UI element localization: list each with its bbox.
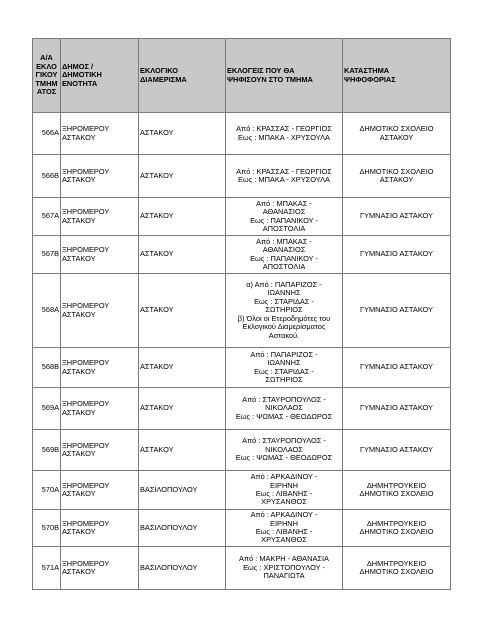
section-number-cell: 566Α: [33, 113, 61, 155]
section-number-cell: 571Α: [33, 547, 61, 590]
text-line: ΝΙΚΟΛΑΟΣ: [265, 444, 303, 454]
text-line: ΑΣΤΑΚΟΥ: [62, 527, 96, 536]
text-line: ΑΤΟΣ: [36, 87, 57, 97]
municipality-cell: [61, 471, 139, 510]
voters-range-cell: [226, 236, 343, 274]
text-line: Εως : ΜΠΑΚΑ - ΧΡΥΣΟΥΛΑ: [238, 175, 330, 184]
text-line: Εως : ΨΩΜΑΣ - ΘΕΟΔΩΡΟΣ: [235, 411, 333, 421]
text-line: ΑΘΑΝΑΣΙΟΣ: [262, 207, 306, 217]
polling-station-cell: [343, 274, 451, 348]
text-line: ΑΣΤΑΚΟΥ: [62, 175, 96, 184]
text-line: Αστακού.: [268, 330, 300, 340]
text-line: ΑΣΤΑΚΟΥ: [62, 215, 96, 225]
text-line: Από : ΠΑΠΑΡΙΖΟΣ -: [250, 349, 318, 359]
text-line: ΔΗΜΗΤΡΟΥΚΕΙΟ: [366, 558, 427, 568]
polling-station-cell: [343, 471, 451, 510]
polling-station-cell: [343, 348, 451, 388]
text-line: α) Από : ΠΑΠΑΡΙΖΟΣ -: [246, 280, 322, 290]
municipality-cell: [61, 348, 139, 388]
text-line: ΑΣΤΑΚΟΥ: [62, 132, 96, 142]
district-cell: ΑΣΤΑΚΟΥ: [139, 155, 226, 198]
voters-range-cell: [226, 471, 343, 510]
text-line: ΑΣΤΑΚΟΥ: [62, 309, 96, 319]
text-line: ΞΗΡΟΜΕΡΟΥ: [62, 124, 110, 134]
voters-range-cell: [226, 113, 343, 155]
text-line: ΤΜΗΜ: [35, 78, 58, 88]
text-line: ΔΗΜΟΤΙΚΟ ΣΧΟΛΕΙΟ: [359, 567, 434, 576]
district-cell: ΑΣΤΑΚΟΥ: [139, 430, 226, 471]
voters-range-cell: [226, 547, 343, 590]
section-number-cell: 568Β: [33, 348, 61, 388]
text-line: Εως : ΨΩΜΑΣ - ΘΕΟΔΩΡΟΣ: [235, 453, 333, 463]
text-line: ΓΥΜΝΑΣΙΟ ΑΣΤΑΚΟΥ: [360, 249, 433, 259]
text-line: Εως : ΧΡΙΣΤΟΠΟΥΛΟΥ -: [243, 562, 325, 572]
district-cell: ΒΑΣΙΛΟΠΟΥΛΟΥ: [139, 510, 226, 547]
text-line: ΔΗΜΟΤΙΚΗ: [62, 70, 102, 80]
text-line: Από : ΣΤΑΥΡΟΠΟΥΛΟΣ -: [242, 394, 326, 404]
text-line: Α/Α: [40, 53, 53, 63]
text-line: Από : ΜΠΑΚΑΣ -: [256, 236, 312, 246]
text-line: ΑΣΤΑΚΟΥ: [62, 449, 96, 458]
text-line: ΞΗΡΟΜΕΡΟΥ: [62, 399, 110, 409]
text-line: Από : ΚΡΑΣΣΑΣ - ΓΕΩΡΓΙΟΣ: [236, 166, 332, 176]
municipality-cell: [61, 113, 139, 155]
municipality-cell: [61, 155, 139, 198]
table-row: [33, 236, 451, 274]
polling-station-cell: [343, 430, 451, 471]
text-line: ΧΡΥΣΑΝΘΟΣ: [261, 497, 307, 507]
polling-station-cell: [343, 113, 451, 155]
text-line: Εως : ΠΑΠΑΝΙΚΟΥ -: [250, 253, 318, 263]
text-line: Εως : ΣΤΑΡΙΔΑΣ -: [254, 366, 314, 376]
polling-station-cell: [343, 547, 451, 590]
text-line: ΠΑΝΑΓΙΩΤΑ: [263, 571, 305, 581]
text-line: ΔΗΜΟΤΙΚΟ ΣΧΟΛΕΙΟ: [359, 166, 434, 176]
text-line: ΔΙΑΜΕΡΙΣΜΑ: [140, 74, 187, 84]
text-line: ΞΗΡΟΜΕΡΟΥ: [62, 480, 110, 490]
district-cell: ΑΣΤΑΚΟΥ: [139, 113, 226, 155]
text-line: ΨΗΦΟΦΟΡΙΑΣ: [344, 74, 396, 84]
table-row: [33, 430, 451, 471]
text-line: ΞΗΡΟΜΕΡΟΥ: [62, 245, 110, 255]
text-line: Από : ΜΠΑΚΑΣ -: [256, 198, 312, 208]
text-line: ΣΩΤΗΡΙΟΣ: [265, 374, 303, 384]
table-row: [33, 547, 451, 590]
table-row: [33, 274, 451, 348]
table-row: [33, 471, 451, 510]
table-row: [33, 155, 451, 198]
section-number-cell: 567Β: [33, 236, 61, 274]
district-cell: ΒΑΣΙΛΟΠΟΥΛΟΥ: [139, 547, 226, 590]
header-polling-station: [343, 39, 451, 113]
section-number-cell: 568Α: [33, 274, 61, 348]
text-line: ΑΣΤΑΚΟΥ: [62, 253, 96, 263]
text-line: ΑΣΤΑΚΟΥ: [62, 567, 96, 576]
text-line: ΑΠΟΣΤΟΛΙΑ: [262, 261, 306, 271]
voters-range-cell: [226, 510, 343, 547]
text-line: Από : ΑΡΚΑΔΙΝΟΥ -: [250, 472, 318, 482]
polling-station-cell: [343, 155, 451, 198]
table-header-row: [33, 39, 451, 113]
text-line: Από : ΜΑΚΡΗ - ΑΘΑΝΑΣΙΑ: [239, 554, 329, 564]
text-line: Εως : ΛΙΒΑΝΗΣ -: [255, 527, 313, 536]
text-line: ΕΙΡΗΝΗ: [270, 480, 298, 490]
text-line: ΕΚΛΟΓΕΙΣ ΠΟΥ ΘΑ: [227, 66, 295, 76]
municipality-cell: [61, 547, 139, 590]
text-line: ΞΗΡΟΜΕΡΟΥ: [62, 558, 110, 568]
polling-stations-table: [32, 38, 451, 590]
text-line: ΕΝΟΤΗΤΑ: [62, 78, 98, 88]
municipality-cell: [61, 388, 139, 430]
text-line: ΙΩΑΝΝΗΣ: [267, 358, 301, 368]
text-line: Από : ΚΡΑΣΣΑΣ - ΓΕΩΡΓΙΟΣ: [236, 124, 332, 134]
text-line: ΨΗΦΙΣΟΥΝ ΣΤΟ ΤΜΗΜΑ: [227, 74, 313, 84]
section-number-cell: 570Β: [33, 510, 61, 547]
district-cell: ΒΑΣΙΛΟΠΟΥΛΟΥ: [139, 471, 226, 510]
municipality-cell: [61, 198, 139, 236]
municipality-cell: [61, 274, 139, 348]
text-line: ΓΙΚΟΥ: [35, 70, 58, 80]
text-line: ΧΡΥΣΑΝΘΟΣ: [261, 535, 307, 545]
text-line: ΕΙΡΗΝΗ: [270, 518, 298, 528]
municipality-cell: [61, 510, 139, 547]
text-line: ΣΩΤΗΡΙΟΣ: [265, 305, 303, 315]
text-line: ΔΗΜΟΤΙΚΟ ΣΧΟΛΕΙΟ: [359, 527, 434, 536]
table-row: [33, 348, 451, 388]
polling-station-cell: [343, 388, 451, 430]
district-cell: ΑΣΤΑΚΟΥ: [139, 274, 226, 348]
voters-range-cell: [226, 155, 343, 198]
text-line: ΚΑΤΑΣΤΗΜΑ: [344, 66, 390, 76]
text-line: ΓΥΜΝΑΣΙΟ ΑΣΤΑΚΟΥ: [360, 444, 433, 454]
text-line: ΔΗΜΟΣ /: [62, 61, 94, 71]
text-line: ΑΣΤΑΚΟΥ: [62, 366, 96, 376]
text-line: ΑΠΟΣΤΟΛΙΑ: [262, 223, 306, 233]
district-cell: ΑΣΤΑΚΟΥ: [139, 198, 226, 236]
text-line: ΑΣΤΑΚΟΥ: [62, 489, 96, 498]
voters-range-cell: [226, 198, 343, 236]
text-line: ΓΥΜΝΑΣΙΟ ΑΣΤΑΚΟΥ: [360, 305, 433, 315]
text-line: ΔΗΜΗΤΡΟΥΚΕΙΟ: [366, 480, 427, 490]
text-line: ΕΚΛΟΓΙΚΟ: [140, 66, 178, 76]
section-number-cell: 569Β: [33, 430, 61, 471]
text-line: ΓΥΜΝΑΣΙΟ ΑΣΤΑΚΟΥ: [360, 403, 433, 413]
text-line: Εως : ΠΑΠΑΝΙΚΟΥ -: [250, 215, 318, 225]
header-electoral-district: [139, 39, 226, 113]
district-cell: ΑΣΤΑΚΟΥ: [139, 348, 226, 388]
voters-range-cell: [226, 274, 343, 348]
voters-range-cell: [226, 388, 343, 430]
text-line: ΞΗΡΟΜΕΡΟΥ: [62, 166, 110, 176]
voters-range-cell: [226, 348, 343, 388]
text-line: ΑΣΤΑΚΟΥ: [379, 132, 414, 142]
text-line: ΑΘΑΝΑΣΙΟΣ: [262, 245, 306, 255]
text-line: ΔΗΜΟΤΙΚΟ ΣΧΟΛΕΙΟ: [359, 124, 434, 134]
text-line: β) Όλοι οι Ετεροδημότες του: [237, 313, 331, 323]
voters-range-cell: [226, 430, 343, 471]
header-section-number: [33, 39, 61, 113]
text-line: ΞΗΡΟΜΕΡΟΥ: [62, 301, 110, 311]
text-line: ΞΗΡΟΜΕΡΟΥ: [62, 518, 110, 528]
district-cell: ΑΣΤΑΚΟΥ: [139, 388, 226, 430]
text-line: Εως : ΣΤΑΡΙΔΑΣ -: [254, 296, 314, 306]
text-line: ΙΩΑΝΝΗΣ: [267, 288, 301, 298]
text-line: ΓΥΜΝΑΣΙΟ ΑΣΤΑΚΟΥ: [360, 362, 433, 372]
text-line: Εως : ΜΠΑΚΑ - ΧΡΥΣΟΥΛΑ: [238, 132, 330, 142]
table-row: [33, 388, 451, 430]
section-number-cell: 566Β: [33, 155, 61, 198]
text-line: Από : ΣΤΑΥΡΟΠΟΥΛΟΣ -: [242, 436, 326, 446]
municipality-cell: [61, 236, 139, 274]
text-line: ΝΙΚΟΛΑΟΣ: [265, 403, 303, 413]
text-line: Εκλογικού Διαμερίσματος: [242, 322, 326, 332]
text-line: Από : ΑΡΚΑΔΙΝΟΥ -: [250, 510, 318, 520]
text-line: ΞΗΡΟΜΕΡΟΥ: [62, 440, 110, 450]
polling-station-cell: [343, 198, 451, 236]
header-municipality: [61, 39, 139, 113]
text-line: ΓΥΜΝΑΣΙΟ ΑΣΤΑΚΟΥ: [360, 211, 433, 221]
table-row: [33, 510, 451, 547]
section-number-cell: 569Α: [33, 388, 61, 430]
district-cell: ΑΣΤΑΚΟΥ: [139, 236, 226, 274]
polling-station-cell: [343, 510, 451, 547]
text-line: Εως : ΛΙΒΑΝΗΣ -: [255, 489, 313, 498]
text-line: ΑΣΤΑΚΟΥ: [379, 175, 414, 184]
section-number-cell: 567Α: [33, 198, 61, 236]
municipality-cell: [61, 430, 139, 471]
table-row: [33, 198, 451, 236]
text-line: ΔΗΜΗΤΡΟΥΚΕΙΟ: [366, 518, 427, 528]
text-line: ΞΗΡΟΜΕΡΟΥ: [62, 207, 110, 217]
section-number-cell: 570Α: [33, 471, 61, 510]
text-line: ΕΚΛΟ: [36, 61, 57, 71]
text-line: ΞΗΡΟΜΕΡΟΥ: [62, 358, 110, 368]
polling-station-cell: [343, 236, 451, 274]
text-line: ΔΗΜΟΤΙΚΟ ΣΧΟΛΕΙΟ: [359, 489, 434, 498]
text-line: ΑΣΤΑΚΟΥ: [62, 407, 96, 417]
header-voters: [226, 39, 343, 113]
table-row: [33, 113, 451, 155]
